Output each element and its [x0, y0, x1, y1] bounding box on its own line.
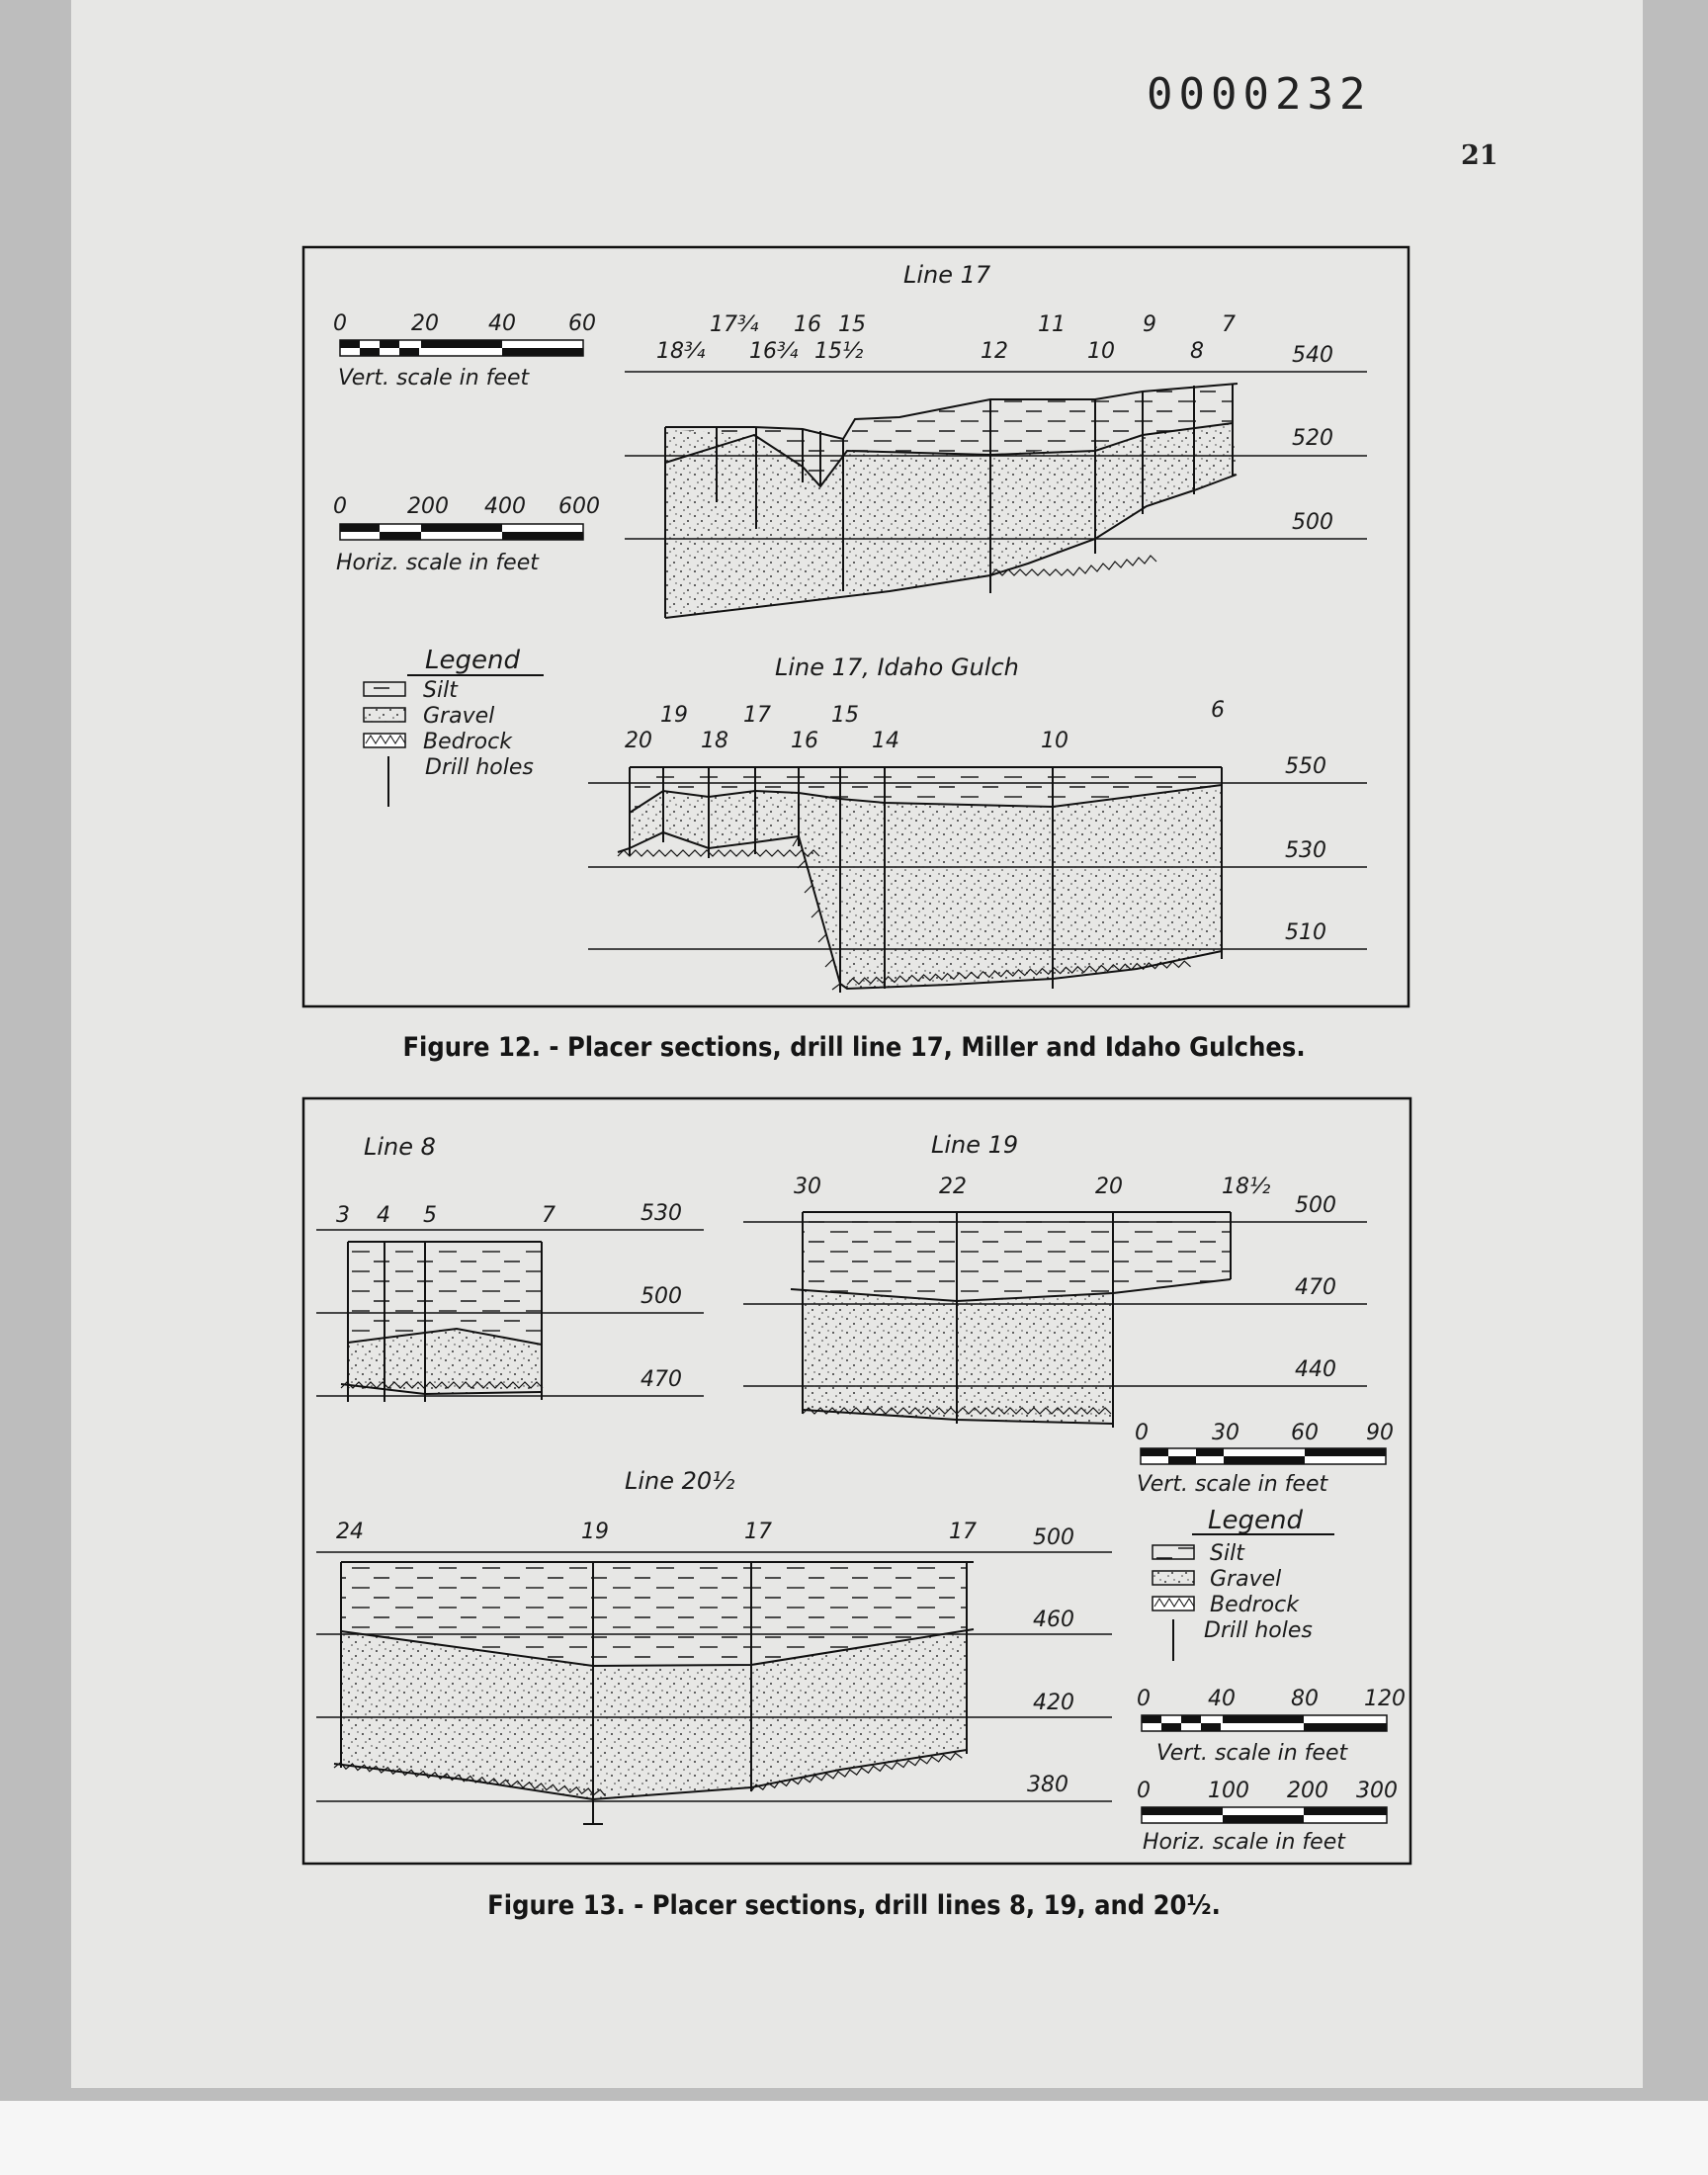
fig13-line8: [316, 1133, 704, 1402]
hole-label-15: 15: [838, 312, 866, 337]
line20half-hole-24: 24: [336, 1520, 364, 1544]
fig12-legend: [364, 646, 544, 807]
fig12-idaho-title: Line 17, Idaho Gulch: [775, 653, 1019, 681]
figure-12-caption: Figure 12. - Placer sections, drill line 17, Miller and Idaho Gulches.: [402, 1032, 1306, 1063]
fig13-hscale-tick-300: 300: [1356, 1779, 1398, 1803]
hole-label-9: 9: [1143, 312, 1156, 337]
fig12b-gravel-layer: [630, 785, 1222, 989]
fig13-hscale-tick-100: 100: [1208, 1779, 1249, 1803]
line8-elev-470: 470: [640, 1367, 682, 1392]
hole-label-10: 10: [1087, 339, 1115, 364]
fig13-vscale2-tick-40: 40: [1208, 1687, 1236, 1711]
hole-label-8: 8: [1190, 339, 1204, 364]
line20half-elev-380: 380: [1027, 1773, 1068, 1797]
line20half-elev-500: 500: [1033, 1525, 1074, 1550]
hole-label-15-half: 15½: [814, 339, 864, 364]
fig12-vscale-label: Vert. scale in feet: [338, 366, 530, 391]
hole-label-18-3q: 18¾: [656, 339, 706, 364]
line8-title: Line 8: [364, 1133, 436, 1161]
fig12-horiz-scale: [333, 494, 600, 575]
fig12-line17-title: Line 17: [903, 261, 991, 289]
idaho-hole-label-16: 16: [791, 729, 818, 753]
idaho-hole-label-15: 15: [831, 703, 859, 728]
fig13-legend-drillholes: Drill holes: [1204, 1618, 1313, 1643]
idaho-hole-label-6: 6: [1211, 698, 1225, 723]
fig13-line19: [743, 1131, 1367, 1428]
fig12a-elev-540: 540: [1292, 343, 1333, 368]
line20half-elev-420: 420: [1033, 1691, 1074, 1715]
fig13-vert-scale-1: [1135, 1421, 1394, 1497]
hole-label-16: 16: [794, 312, 821, 337]
fig12-section-idaho-gulch: [588, 653, 1367, 993]
fig13-vscale2-label: Vert. scale in feet: [1156, 1741, 1348, 1766]
line19-hole-30: 30: [794, 1174, 821, 1199]
fig13-legend-gravel: Gravel: [1210, 1567, 1282, 1592]
line8-elev-530: 530: [640, 1201, 682, 1226]
idaho-hole-label-20: 20: [625, 729, 652, 753]
fig13-hscale-tick-0: 0: [1137, 1779, 1151, 1803]
line8-hole-4: 4: [377, 1203, 390, 1228]
fig13-legend-title: Legend: [1208, 1506, 1303, 1535]
line19-title: Line 19: [931, 1131, 1019, 1159]
idaho-hole-label-14: 14: [872, 729, 899, 753]
line19-elev-440: 440: [1295, 1357, 1336, 1382]
fig13-legend-silt-swatch: [1153, 1545, 1194, 1559]
fig13-vert-scale-2: [1137, 1687, 1406, 1766]
fig13-vscale1-tick-30: 30: [1212, 1421, 1239, 1445]
fig13-line20half: [316, 1467, 1112, 1824]
fig12-vscale-tick-20: 20: [411, 311, 439, 336]
fig13-hscale-label: Horiz. scale in feet: [1143, 1830, 1345, 1855]
fig13-vscale1-label: Vert. scale in feet: [1137, 1472, 1328, 1497]
fig13-legend-silt: Silt: [1210, 1541, 1244, 1566]
idaho-hole-label-10: 10: [1041, 729, 1068, 753]
fig12-vert-scale: [333, 311, 596, 391]
fig13-legend: [1153, 1506, 1334, 1661]
fig12b-elev-530: 530: [1285, 838, 1326, 863]
fig13-vscale1-tick-90: 90: [1366, 1421, 1394, 1445]
fig12-legend-drillholes: Drill holes: [425, 755, 534, 780]
line19-elev-500: 500: [1295, 1193, 1336, 1218]
figure-13-caption: Figure 13. - Placer sections, drill lines 8, 19, and 20½.: [487, 1890, 1221, 1921]
fig13-legend-bedrock-swatch: [1153, 1597, 1194, 1610]
hole-label-11: 11: [1038, 312, 1066, 337]
line20half-hole-19: 19: [581, 1520, 609, 1544]
line20half-hole-17b: 17: [949, 1520, 977, 1544]
line20half-title: Line 20½: [625, 1467, 735, 1495]
line20half-elev-460: 460: [1033, 1608, 1074, 1632]
figure-13: [303, 1098, 1410, 1864]
fig12-legend-bedrock-swatch: [364, 734, 405, 747]
fig13-vscale2-tick-120: 120: [1364, 1687, 1406, 1711]
hole-label-12: 12: [981, 339, 1008, 364]
fig12-hscale-label: Horiz. scale in feet: [336, 551, 539, 575]
fig13-vscale1-tick-0: 0: [1135, 1421, 1149, 1445]
fig12-vscale-tick-60: 60: [568, 311, 596, 336]
fig12b-elev-510: 510: [1285, 920, 1326, 945]
fig13-vscale1-tick-60: 60: [1291, 1421, 1319, 1445]
fig13-vscale2-tick-0: 0: [1137, 1687, 1151, 1711]
line8-hole-7: 7: [542, 1203, 555, 1228]
fig12a-elev-500: 500: [1292, 510, 1333, 535]
fig13-legend-bedrock: Bedrock: [1210, 1593, 1299, 1617]
fig13-vscale2-tick-80: 80: [1291, 1687, 1319, 1711]
fig12a-elev-520: 520: [1292, 426, 1333, 451]
hole-label-16-3q: 16¾: [749, 339, 799, 364]
line19-hole-20: 20: [1095, 1174, 1123, 1199]
fig12-section-line17: [625, 261, 1367, 618]
fig13-legend-gravel-swatch: [1153, 1571, 1194, 1585]
idaho-hole-label-19: 19: [660, 703, 688, 728]
fig13-horiz-scale: [1137, 1779, 1398, 1855]
fig12-legend-title: Legend: [425, 646, 520, 675]
fig12-legend-bedrock: Bedrock: [423, 730, 512, 754]
fig12b-elev-550: 550: [1285, 754, 1326, 779]
line8-hole-3: 3: [336, 1203, 350, 1228]
fig12-vscale-tick-0: 0: [333, 311, 347, 336]
document-number: 0000232: [1147, 69, 1372, 120]
line19-hole-22: 22: [939, 1174, 967, 1199]
fig12-legend-gravel: Gravel: [423, 704, 495, 729]
fig12-hscale-tick-400: 400: [484, 494, 526, 519]
fig12-legend-silt: Silt: [423, 678, 458, 703]
hole-label-17-3q: 17¾: [710, 312, 759, 337]
fig12-vscale-tick-40: 40: [488, 311, 516, 336]
fig12-hscale-tick-200: 200: [407, 494, 449, 519]
fig13-hscale-tick-200: 200: [1287, 1779, 1328, 1803]
page-number: 21: [1461, 140, 1498, 171]
figure-12: [303, 247, 1409, 1006]
idaho-hole-label-18: 18: [701, 729, 728, 753]
line8-elev-500: 500: [640, 1284, 682, 1309]
line20half-hole-17a: 17: [744, 1520, 772, 1544]
fig12-hscale-tick-600: 600: [558, 494, 600, 519]
line8-silt-layer: [348, 1242, 542, 1345]
fig12-legend-gravel-swatch: [364, 708, 405, 722]
fig12-hscale-tick-0: 0: [333, 494, 347, 519]
hole-label-7: 7: [1222, 312, 1236, 337]
idaho-hole-label-17: 17: [743, 703, 771, 728]
line19-elev-470: 470: [1295, 1275, 1336, 1300]
line8-hole-5: 5: [423, 1203, 437, 1228]
line19-hole-18half: 18½: [1222, 1174, 1271, 1199]
fig12-legend-silt-swatch: [364, 682, 405, 696]
